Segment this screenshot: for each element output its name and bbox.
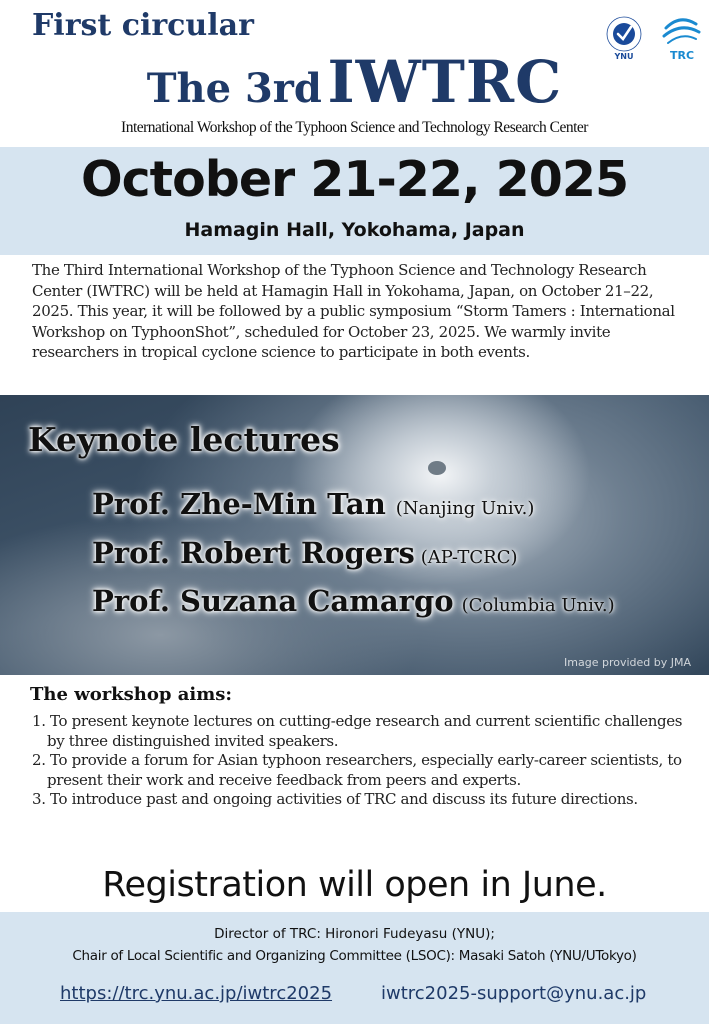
registration-notice: Registration will open in June. <box>102 865 607 905</box>
title-prefix: The 3rd <box>146 65 322 112</box>
speaker-affiliation: (Nanjing Univ.) <box>395 498 535 519</box>
event-venue: Hamagin Hall, Yokohama, Japan <box>184 219 525 241</box>
speaker-affiliation: (Columbia Univ.) <box>461 595 615 616</box>
speaker-name: Prof. Suzana Camargo <box>92 584 454 618</box>
speaker-item <box>92 487 534 521</box>
trc-logo-label: TRC <box>669 49 695 62</box>
chair-line: Chair of Local Scientific and Organizing Committee (LSOC): Masaki Satoh (YNU/UTokyo) <box>72 948 637 964</box>
aims-item: 1. To present keynote lectures on cutting-edge research and current scientific challenges by three distinguished invited speakers. <box>32 712 683 750</box>
intro-paragraph: The Third International Workshop of the Typhoon Science and Technology Research Center (IWTRC) will be held at Hamagin Hall in Yokohama, Japan, on October 21–22, 2025. This year, it will be followed by a public symposium “Storm Tamers : International Workshop on TyphoonShot”, scheduled for October 23, 2025. We warmly invite researchers in tropical cyclone science to participate in both events. <box>32 261 675 361</box>
speaker-item <box>92 584 615 618</box>
aims-heading: The workshop aims: <box>30 684 233 705</box>
speaker-affiliation: (AP-TCRC) <box>420 547 518 568</box>
speaker-name: Prof. Zhe-Min Tan <box>92 487 386 521</box>
speaker-name: Prof. Robert Rogers <box>92 536 415 570</box>
typhoon-image <box>428 461 446 475</box>
director-line: Director of TRC: Hironori Fudeyasu (YNU); <box>214 926 495 942</box>
keynote-panel <box>0 395 709 675</box>
event-date: October 21-22, 2025 <box>80 151 629 208</box>
aims-list <box>32 712 692 810</box>
ynu-logo-label: YNU <box>614 52 634 61</box>
keynote-heading: Keynote lectures <box>28 420 340 459</box>
speaker-item <box>92 536 518 570</box>
image-credit: Image provided by JMA <box>564 656 691 669</box>
workshop-subtitle: International Workshop of the Typhoon Science and Technology Research Center <box>121 119 588 136</box>
aims-item: 3. To introduce past and ongoing activities of TRC and discuss its future directions. <box>32 790 638 808</box>
workshop-title <box>0 48 709 116</box>
title-main: IWTRC <box>327 48 563 116</box>
circular-label: First circular <box>32 8 254 43</box>
website-link[interactable]: https://trc.ynu.ac.jp/iwtrc2025 <box>60 983 333 1004</box>
email-link[interactable]: iwtrc2025-support@ynu.ac.jp <box>381 983 647 1004</box>
aims-item: 2. To provide a forum for Asian typhoon researchers, especially early-career scientists, to present their work and receive feedback from peers and experts. <box>32 751 682 789</box>
